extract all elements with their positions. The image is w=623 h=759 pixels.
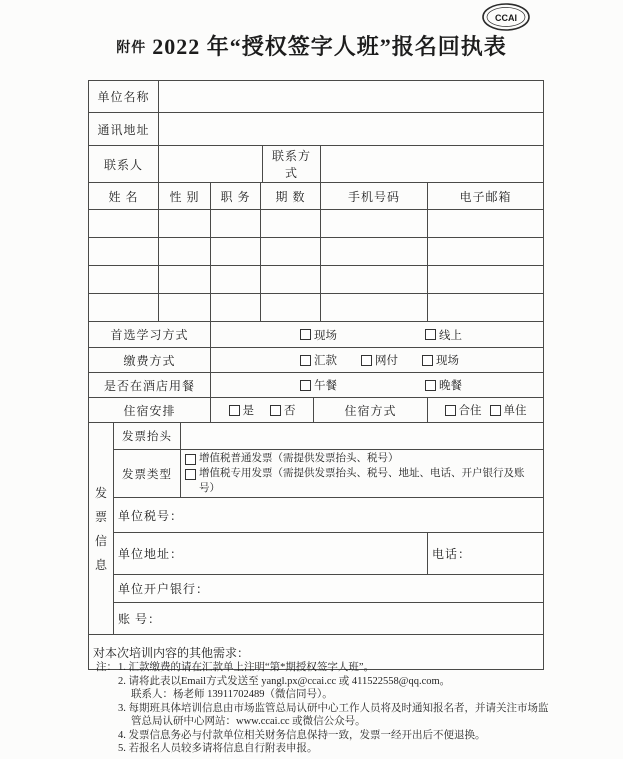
option-online[interactable]: 线上	[425, 327, 462, 343]
unit-name-input[interactable]	[159, 81, 544, 113]
learning-mode-label: 首选学习方式	[89, 322, 211, 348]
option-vat-special[interactable]: 增值税专用发票（需提供发票抬头、税号、地址、电话、开户银行及账号）	[185, 466, 539, 496]
registration-form	[88, 80, 543, 670]
attendee-cell[interactable]	[89, 238, 159, 266]
attendee-cell[interactable]	[89, 210, 159, 238]
attendee-cell[interactable]	[211, 266, 261, 294]
attendee-cell[interactable]	[159, 294, 211, 322]
bank-field[interactable]: 单位开户银行：	[114, 575, 544, 603]
checkbox-vat-special[interactable]	[185, 469, 196, 480]
attendee-cell[interactable]	[261, 210, 321, 238]
attendee-cell[interactable]	[211, 210, 261, 238]
notes-prefix: 注：	[96, 662, 117, 673]
attendee-cell[interactable]	[428, 266, 544, 294]
note-line-5: 5. 若报名人员较多请将信息自行附表申报。	[118, 743, 318, 754]
attendee-row	[89, 266, 544, 294]
checkbox-single-room[interactable]	[490, 405, 501, 416]
tax-number-field[interactable]: 单位税号：	[114, 498, 544, 533]
attendee-cell[interactable]	[211, 238, 261, 266]
contact-table	[88, 80, 544, 183]
attendee-row	[89, 294, 544, 322]
col-header-position: 职 务	[211, 183, 261, 210]
checkbox-onsite-pay[interactable]	[422, 355, 433, 366]
note-line-2-contact: 联系人：杨老师 13911702489（微信同号）。	[131, 689, 333, 700]
attendee-cell[interactable]	[321, 210, 428, 238]
contact-method-input[interactable]	[321, 146, 544, 183]
invoice-type-label: 发票类型	[114, 450, 181, 498]
phone-field[interactable]: 电话：	[428, 533, 544, 575]
option-lunch[interactable]: 午餐	[300, 377, 337, 393]
note-line-4: 4. 发票信息务必与付款单位相关财务信息保持一致，发票一经开出后不便退换。	[118, 729, 486, 741]
attendee-cell[interactable]	[89, 294, 159, 322]
checkbox-lodging-no[interactable]	[270, 405, 281, 416]
checkbox-dinner[interactable]	[425, 380, 436, 391]
lodging-label: 住宿安排	[89, 398, 211, 423]
attendee-cell[interactable]	[261, 294, 321, 322]
attendee-table	[88, 182, 544, 322]
col-header-session: 期 数	[261, 183, 321, 210]
checkbox-remittance[interactable]	[300, 355, 311, 366]
checkbox-shared-room[interactable]	[445, 405, 456, 416]
attendee-cell[interactable]	[428, 238, 544, 266]
checkbox-vat-general[interactable]	[185, 454, 196, 465]
attendee-row	[89, 210, 544, 238]
checkbox-lodging-yes[interactable]	[229, 405, 240, 416]
attendee-cell[interactable]	[159, 210, 211, 238]
checkbox-online-pay[interactable]	[361, 355, 372, 366]
invoice-title-label: 发票抬头	[114, 423, 181, 450]
attachment-label: 附件	[116, 41, 147, 56]
invoice-group-label: 发票信息	[89, 423, 114, 635]
attendee-cell[interactable]	[428, 210, 544, 238]
unit-name-label: 单位名称	[89, 81, 159, 113]
option-lodging-no[interactable]: 否	[270, 402, 296, 418]
page-title: 2022 年“授权签字人班”报名回执表	[152, 34, 507, 59]
payment-options	[211, 348, 544, 373]
option-onsite[interactable]: 现场	[300, 327, 337, 343]
options-table	[88, 321, 544, 423]
option-remittance[interactable]: 汇款	[300, 352, 337, 368]
attendee-cell[interactable]	[321, 266, 428, 294]
lodging-options	[211, 398, 314, 423]
contact-person-input[interactable]	[159, 146, 263, 183]
checkbox-online[interactable]	[425, 329, 436, 340]
option-shared-room[interactable]: 合住	[445, 402, 482, 418]
option-vat-general[interactable]: 增值税普通发票（需提供发票抬头、税号）	[185, 451, 539, 466]
note-line-3: 3. 每期班具体培训信息由市场监管总局认研中心工作人员将及时通知报名者，并请关注市场监管总局认研中心网站：www.ccai.cc 或微信公众号。	[118, 702, 549, 727]
invoice-type-options	[181, 450, 544, 498]
contact-person-label: 联系人	[89, 146, 159, 183]
attendee-row	[89, 238, 544, 266]
attendee-cell[interactable]	[159, 238, 211, 266]
other-needs-field[interactable]: 对本次培训内容的其他需求：	[89, 635, 544, 670]
checkbox-onsite[interactable]	[300, 329, 311, 340]
attendee-cell[interactable]	[321, 294, 428, 322]
address-label: 通讯地址	[89, 113, 159, 146]
attendee-cell[interactable]	[159, 266, 211, 294]
footnotes	[96, 661, 556, 756]
option-online-pay[interactable]: 网付	[361, 352, 398, 368]
payment-label: 缴费方式	[89, 348, 211, 373]
note-line-2: 2. 请将此表以Email方式发送至 yangl.px@ccai.cc 或 411522558@qq.com。	[118, 675, 451, 687]
dining-label: 是否在酒店用餐	[89, 373, 211, 398]
attendee-cell[interactable]	[261, 266, 321, 294]
option-lodging-yes[interactable]: 是	[229, 402, 255, 418]
col-header-gender: 性 别	[159, 183, 211, 210]
dining-options	[211, 373, 544, 398]
attendee-cell[interactable]	[428, 294, 544, 322]
account-field[interactable]: 账 号：	[114, 603, 544, 635]
lodging-type-options	[428, 398, 544, 423]
invoice-table	[88, 422, 544, 635]
svg-text:CCAI: CCAI	[495, 13, 517, 23]
col-header-email: 电子邮箱	[428, 183, 544, 210]
address-input[interactable]	[159, 113, 544, 146]
option-dinner[interactable]: 晚餐	[425, 377, 462, 393]
attendee-cell[interactable]	[211, 294, 261, 322]
note-line-1: 1. 汇款缴费的请在汇款单上注明“第*期授权签字人班”。	[118, 662, 375, 673]
learning-mode-options	[211, 322, 544, 348]
attendee-cell[interactable]	[321, 238, 428, 266]
col-header-name: 姓 名	[89, 183, 159, 210]
invoice-title-input[interactable]	[181, 423, 544, 450]
option-single-room[interactable]: 单住	[490, 402, 527, 418]
unit-address-field[interactable]: 单位地址：	[114, 533, 428, 575]
attendee-cell[interactable]	[261, 238, 321, 266]
option-onsite-pay[interactable]: 现场	[422, 352, 459, 368]
form-title-row	[0, 30, 623, 61]
lodging-type-label: 住宿方式	[314, 398, 428, 423]
contact-method-label: 联系方式	[263, 146, 321, 183]
checkbox-lunch[interactable]	[300, 380, 311, 391]
attendee-cell[interactable]	[89, 266, 159, 294]
col-header-mobile: 手机号码	[321, 183, 428, 210]
